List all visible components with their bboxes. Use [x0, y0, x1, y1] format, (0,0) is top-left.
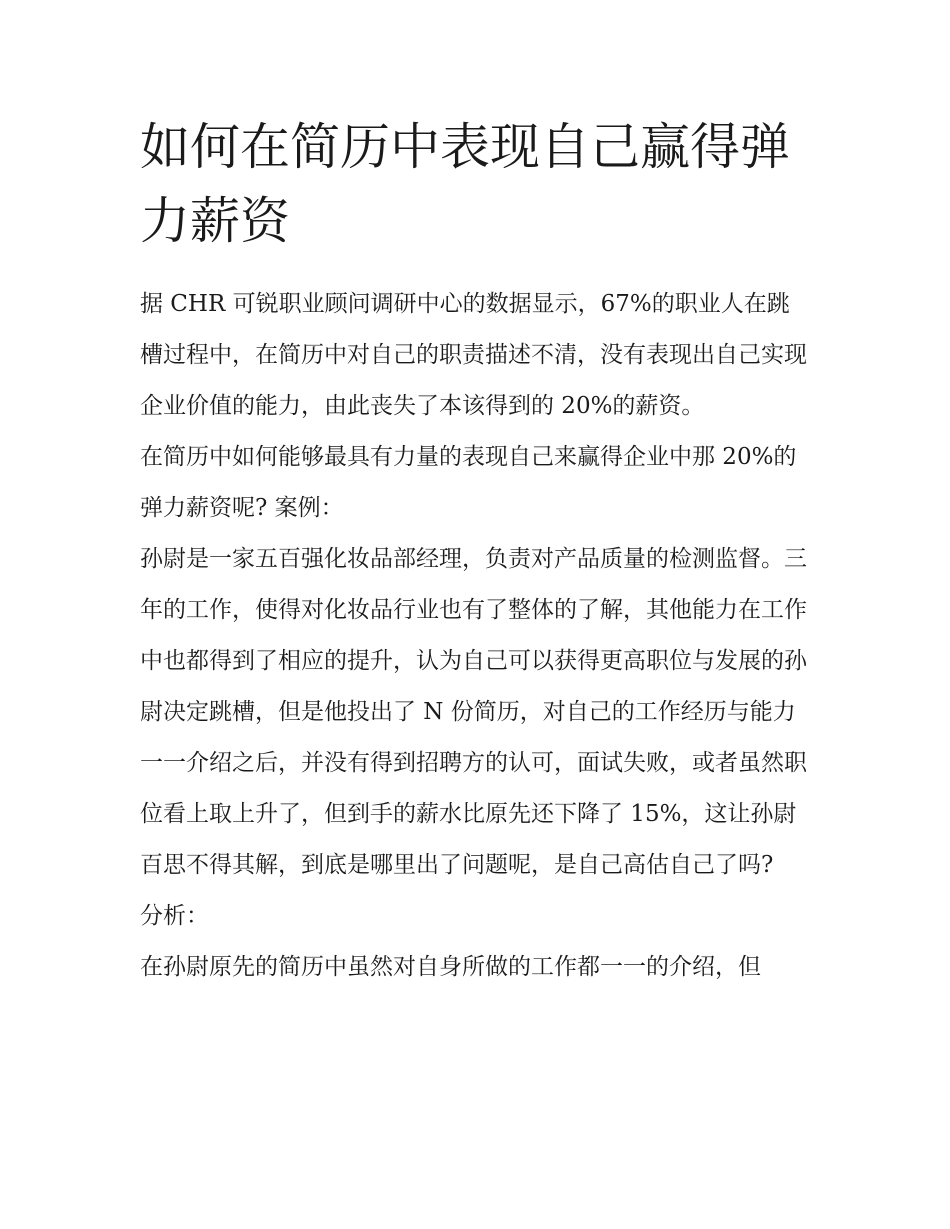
paragraph-analysis-heading: 分析： — [140, 903, 209, 929]
paragraph-case: 孙尉是一家五百强化妆品部经理，负责对产品质量的检测监督。三年的工作，使得对化妆品行业也有了整体的了解，其他能力在工作中也都得到了相应的提升，认为自己可以获得更高职位与发展的孙尉决定跳槽，但是他投出了 N 份简历，对自己的工作经历与能力一一介绍之后，并没有得到招聘方的认可，面试失败，或者虽然职位看上取上升了，但到手的薪水比原先还下降了 15%，这让孙尉百思不得其解，到底是哪里出了问题呢，是自己高估自己了吗? — [140, 546, 807, 878]
document-page — [140, 0, 812, 993]
document-title: 如何在简历中表现自己赢得弹力薪资 — [140, 118, 790, 250]
paragraph-analysis: 在孙尉原先的简历中虽然对自身所做的工作都一一的介绍，但 — [140, 954, 761, 980]
document-body — [140, 279, 812, 993]
paragraph-statistics: 据 CHR 可锐职业顾问调研中心的数据显示，67%的职业人在跳槽过程中，在简历中对自己的职责描述不清，没有表现出自己实现企业价值的能力，由此丧失了本该得到的 20%的薪资。 — [140, 291, 807, 419]
paragraph-question: 在简历中如何能够最具有力量的表现自己来赢得企业中那 20%的弹力薪资呢? 案例： — [140, 444, 797, 521]
